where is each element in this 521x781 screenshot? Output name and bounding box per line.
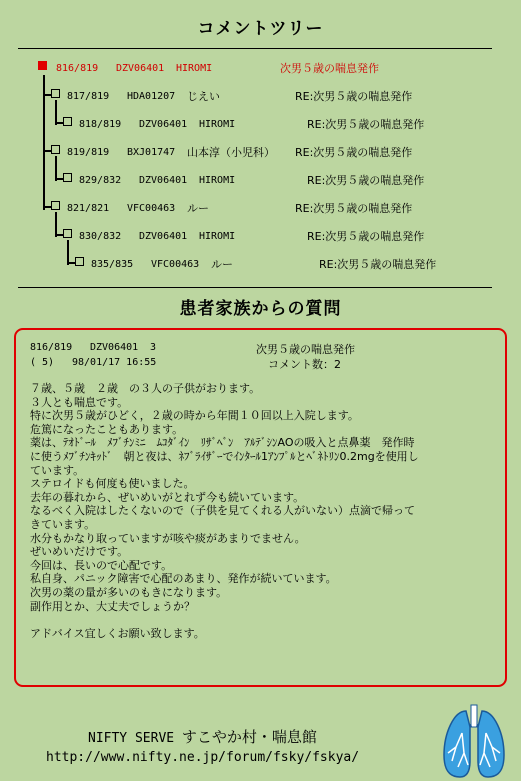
node-marker-icon (38, 61, 47, 70)
node-id: 835/835 (91, 259, 134, 270)
node-id: 829/832 (79, 175, 122, 186)
divider (18, 48, 492, 49)
node-marker-icon (51, 201, 60, 210)
body-line: なるべく入院はしたくないので（子供を見てくれる人がいない）点滴で帰って (30, 504, 415, 518)
node-marker-icon (75, 257, 84, 266)
tree-node[interactable] (51, 89, 501, 105)
tree-node[interactable] (63, 117, 503, 133)
village-name: すこやか村・喘息館 (181, 728, 317, 746)
node-subject: RE:次男５歳の喘息発作 (295, 202, 413, 215)
tree-connector (55, 122, 63, 124)
lungs-icon (440, 703, 508, 779)
body-line: きています。 (30, 517, 96, 531)
body-line: ています。 (30, 463, 85, 477)
node-marker-icon (63, 229, 72, 238)
tree-connector (55, 178, 63, 180)
body-line: 特に次男５歳がひどく，２歳の時から年間１０回以上入院します。 (30, 409, 359, 423)
post-id: 816/819 (30, 342, 73, 353)
question-title: 患者家族からの質問 (179, 299, 342, 319)
node-name: HIROMI (199, 175, 236, 186)
node-name: HIROMI (176, 63, 213, 74)
tree-connector (67, 262, 75, 264)
node-name: ルー (187, 202, 209, 215)
body-line: 水分もかなり取っていますが咳や痰があまりでません。 (30, 531, 306, 545)
post-datetime: 98/01/17 16:55 (72, 357, 157, 368)
divider (18, 287, 492, 288)
node-user: VFC00463 (151, 259, 200, 270)
body-line: 危篤になったこともあります。 (30, 422, 184, 436)
node-subject: RE:次男５歳の喘息発作 (307, 174, 425, 187)
body-line: 薬は、ﾃｵﾄﾞｰﾙ ﾒﾌﾞﾁﾝﾐﾆ ﾑｺﾀﾞｲﾝ ﾘｻﾞﾍﾞﾝ ｱﾙﾃﾞｼﾝAOの吸入と点鼻薬 発作時 (30, 436, 415, 450)
post-lines: ( 5) (30, 357, 55, 368)
node-subject: 次男５歳の喘息発作 (280, 62, 379, 75)
node-marker-icon (63, 117, 72, 126)
node-id: 821/821 (67, 203, 110, 214)
node-marker-icon (51, 145, 60, 154)
node-id: 819/819 (67, 147, 110, 158)
node-subject: RE:次男５歳の喘息発作 (295, 146, 413, 159)
tree-node-root[interactable] (38, 61, 498, 77)
node-user: HDA01207 (127, 91, 176, 102)
node-subject: RE:次男５歳の喘息発作 (307, 230, 425, 243)
body-line: に使うﾒﾌﾞﾁﾝｷｯﾄﾞ 朝と夜は、ﾈﾌﾞﾗｲｻﾞｰでｲﾝﾀｰﾙ1ｱﾝﾌﾟﾙとﾍﾞﾈﾄﾘﾝ0.2mgを使用し (30, 449, 419, 463)
tree-connector (43, 206, 51, 208)
node-user: DZV06401 (139, 119, 188, 130)
node-user: VFC00463 (127, 203, 176, 214)
node-name: じえい (187, 90, 220, 103)
node-name: 山本淳（小児科） (187, 146, 275, 159)
tree-node[interactable] (63, 229, 503, 245)
tree-node[interactable] (63, 173, 503, 189)
node-user: DZV06401 (139, 231, 188, 242)
tree-connector (55, 234, 63, 236)
footer-url[interactable]: http://www.nifty.ne.jp/forum/fsky/fskya/ (46, 750, 360, 765)
footer-service (88, 726, 317, 747)
body-line: 私自身、パニック障害で心配のあまり、発作が続いています。 (30, 572, 337, 586)
body-line: ７歳、５歳 ２歳 の３人の子供がおります。 (30, 382, 261, 395)
tree-node[interactable] (51, 145, 501, 161)
node-user: DZV06401 (116, 63, 165, 74)
body-line: 今回は、長いので心配です。 (30, 558, 173, 572)
node-user: BXJ01747 (127, 147, 176, 158)
tree-connector (43, 94, 51, 96)
comment-tree (0, 58, 521, 280)
node-name: HIROMI (199, 231, 236, 242)
service-name: NIFTY SERVE (88, 731, 175, 746)
post-body (30, 382, 500, 640)
node-subject: RE:次男５歳の喘息発作 (295, 90, 413, 103)
body-line: アドバイス宜しくお願い致します。 (30, 626, 205, 640)
question-panel (14, 328, 507, 687)
body-line: ３人とも喘息です。 (30, 395, 129, 409)
tree-connector (43, 150, 51, 152)
node-name: ルー (211, 258, 233, 271)
body-line: 次男の薬の量が多いのもきになります。 (30, 585, 228, 599)
comment-count: コメント数：2 (268, 358, 341, 371)
post-number: 3 (150, 342, 157, 353)
node-subject: RE:次男５歳の喘息発作 (319, 258, 437, 271)
tree-title: コメントツリー (197, 19, 324, 39)
node-id: 818/819 (79, 119, 122, 130)
node-marker-icon (51, 89, 60, 98)
body-line: 去年の暮れから、ぜいめいがとれず今も続いています。 (30, 490, 305, 504)
node-subject: RE:次男５歳の喘息発作 (307, 118, 425, 131)
post-subject: 次男５歳の喘息発作 (256, 343, 355, 356)
body-line: 副作用とか、大丈夫でしょうか？ (30, 599, 195, 613)
node-id: 816/819 (56, 63, 99, 74)
node-marker-icon (63, 173, 72, 182)
node-id: 817/819 (67, 91, 110, 102)
post-user: DZV06401 (90, 342, 139, 353)
body-line (30, 613, 500, 627)
body-line: ステロイドも何度も使いました。 (30, 477, 195, 491)
tree-node[interactable] (51, 201, 501, 217)
node-user: DZV06401 (139, 175, 188, 186)
node-name: HIROMI (199, 119, 236, 130)
body-line: ぜいめいだけです。 (30, 545, 129, 559)
tree-node[interactable] (75, 257, 505, 273)
node-id: 830/832 (79, 231, 122, 242)
